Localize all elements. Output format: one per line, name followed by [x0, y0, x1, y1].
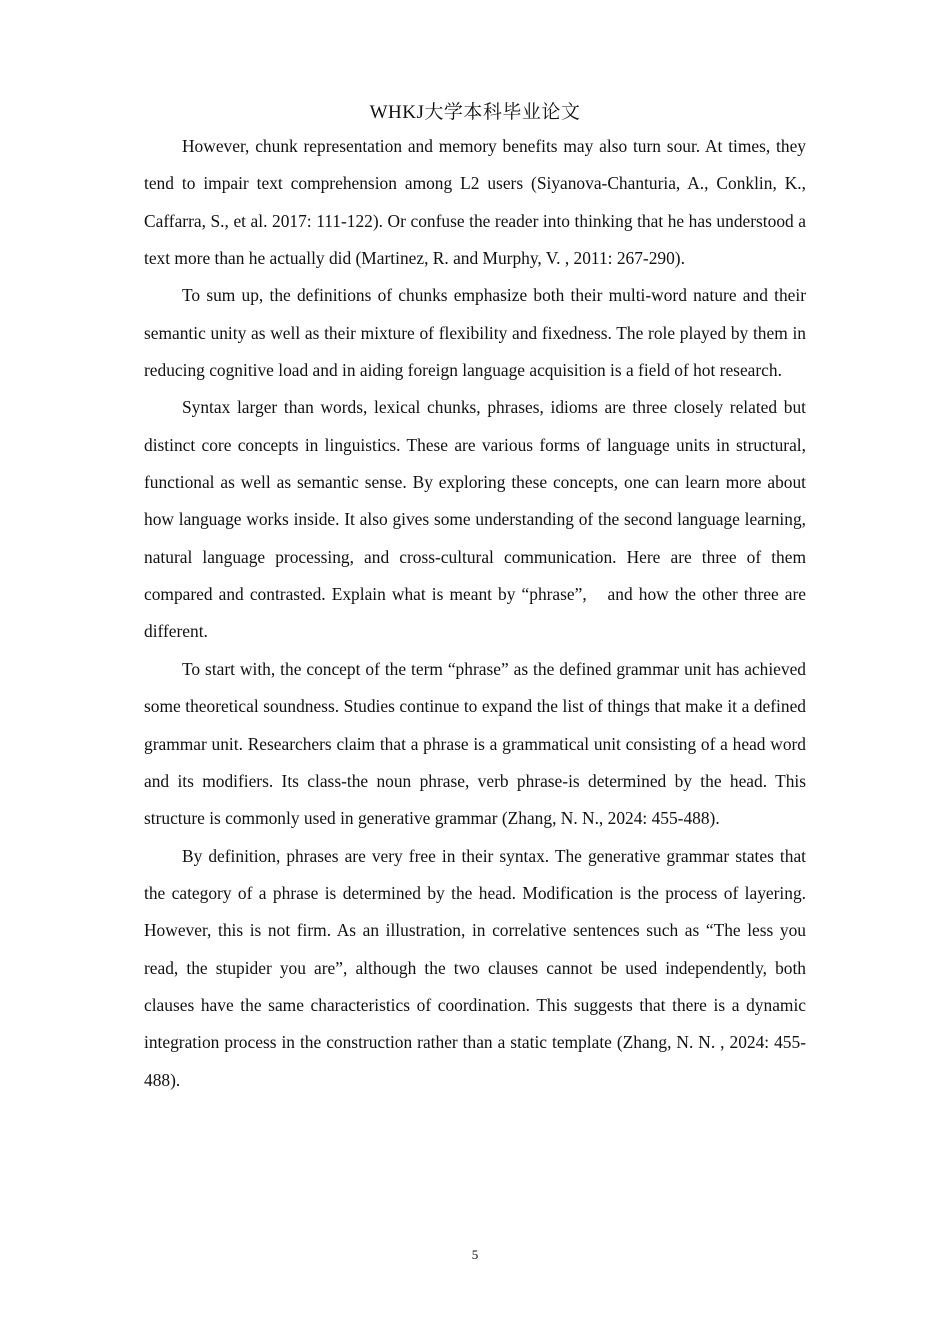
paragraph-3: Syntax larger than words, lexical chunks, phrases, idioms are three closely related but distinct core concepts in linguistics. These are various forms of language units in structural, functional as well as semantic sense. By exploring these concepts, one can learn more about how language works inside. It also gives some understanding of the second language learning, natural language processing, and cross-cultural communication. Here are three of them compared and contrasted. Explain what is meant by “phrase”, and how the other three are different. — [144, 397, 806, 642]
paragraph-1: However, chunk representation and memory benefits may also turn sour. At times, they tend to impair text comprehension among L2 users (Siyanova-Chanturia, A., Conklin, K., Caffarra, S., et al. 2017: 111-122). Or confuse the reader into thinking that he has understood a text more than he actually did (Martinez, R. and Murphy, V. , 2011: 267-290). — [144, 136, 806, 269]
body-text — [144, 128, 806, 1099]
page-header: WHKJ大学本科毕业论文 — [369, 102, 581, 123]
page-number: 5 — [471, 1247, 479, 1262]
paragraph-4: To start with, the concept of the term “phrase” as the defined grammar unit has achieved some theoretical soundness. Studies continue to expand the list of things that make it a defined grammar unit. Researchers claim that a phrase is a grammatical unit consisting of a head word and its modifiers. Its class-the noun phrase, verb phrase-is determined by the head. This structure is commonly used in generative grammar (Zhang, N. N., 2024: 455-488). — [144, 658, 806, 829]
paragraph-2: To sum up, the definitions of chunks emphasize both their multi-word nature and their semantic unity as well as their mixture of flexibility and fixedness. The role played by them in reducing cognitive load and in aiding foreign language acquisition is a field of hot research. — [144, 285, 806, 381]
paragraph-5: By definition, phrases are very free in their syntax. The generative grammar states that the category of a phrase is determined by the head. Modification is the process of layering. However, this is not firm. As an illustration, in correlative sentences such as “The less you read, the stupider you are”, although the two clauses cannot be used independently, both clauses have the same characteristics of coordination. This suggests that there is a dynamic integration process in the construction rather than a static template (Zhang, N. N. , 2024: 455-488). — [144, 845, 806, 1090]
